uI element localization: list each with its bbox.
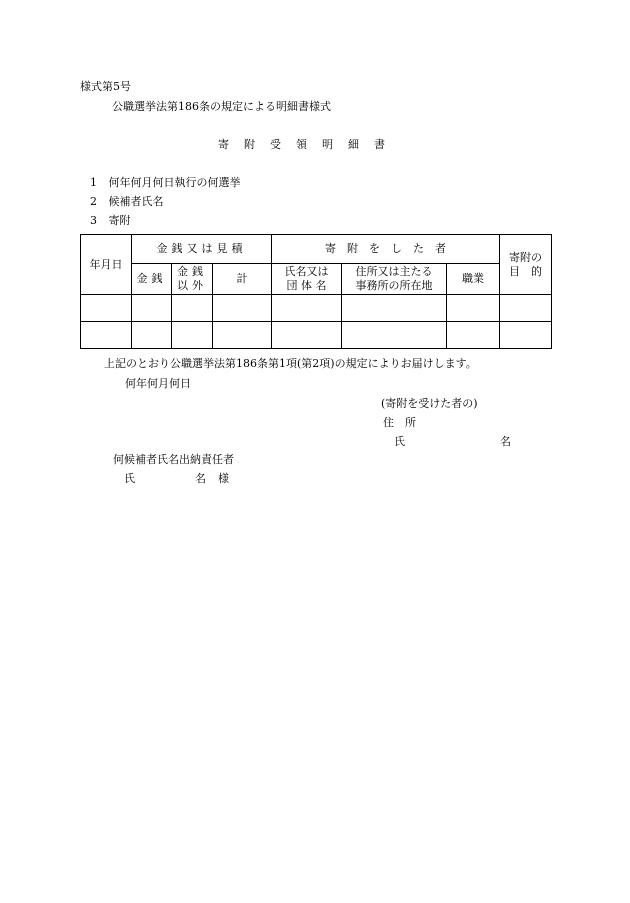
- form-subtitle: 公職選挙法第186条の規定による明細書様式: [112, 100, 331, 113]
- table-cell: [500, 322, 552, 349]
- table-cell: [132, 295, 172, 322]
- table-cell: [81, 322, 132, 349]
- purpose-header: [500, 235, 552, 295]
- recipient-label: (寄附を受けた者の): [381, 397, 478, 410]
- total-header: 計: [213, 264, 272, 295]
- item-text: 寄附: [108, 214, 131, 227]
- table-cell: [172, 322, 213, 349]
- table-cell: [213, 322, 272, 349]
- address-header: [342, 264, 447, 295]
- item-text: 何年何月何日執行の何選挙: [108, 176, 241, 189]
- address-line2: 事務所の所在地: [355, 279, 433, 292]
- item-number: 2: [90, 195, 97, 208]
- table-row: [81, 295, 552, 322]
- name-line2: 団 体 名: [286, 279, 327, 292]
- money-header: 金銭: [132, 264, 172, 295]
- subheader-row: [81, 264, 552, 295]
- occupation-header: 職業: [447, 264, 500, 295]
- table-cell: [447, 295, 500, 322]
- item-number: 1: [90, 176, 97, 189]
- purpose-header-line2: 目 的: [509, 264, 543, 278]
- list-item: [90, 214, 131, 227]
- name-header: [272, 264, 342, 295]
- date-header: 年月日: [81, 235, 132, 295]
- address-line1: 住所又は主たる: [355, 265, 433, 279]
- item-number: 3: [90, 214, 97, 227]
- non-money-line1: 金銭: [177, 265, 207, 279]
- table-cell: [81, 295, 132, 322]
- list-item: [90, 195, 164, 208]
- table-cell: [272, 295, 342, 322]
- table-cell: [213, 295, 272, 322]
- form-number: 様式第5号: [80, 80, 131, 93]
- table-cell: [132, 322, 172, 349]
- table-row: [81, 322, 552, 349]
- addressee-title: 何候補者氏名出納責任者: [113, 453, 234, 466]
- table-cell: [342, 322, 447, 349]
- item-text: 候補者氏名: [108, 195, 164, 208]
- table-cell: [447, 322, 500, 349]
- date-line: 何年何月何日: [125, 377, 191, 390]
- donor-group-header: 寄 附 を し た 者: [272, 235, 500, 264]
- donation-table: [80, 234, 552, 349]
- money-group-header: 金銭又は見積: [132, 235, 272, 264]
- recipient-name-label-left: 氏: [394, 435, 405, 448]
- header-row: [81, 235, 552, 264]
- addressee-name-right: 名: [195, 472, 206, 485]
- table-cell: [172, 295, 213, 322]
- statement-text: 上記のとおり公職選挙法第186条第1項(第2項)の規定によりお届けします。: [104, 357, 477, 370]
- non-money-header: [172, 264, 213, 295]
- non-money-line2: 以外: [177, 279, 207, 292]
- addressee-honorific: 様: [218, 472, 229, 485]
- recipient-name-label-right: 名: [500, 435, 511, 448]
- table-cell: [342, 295, 447, 322]
- recipient-address-label: 住 所: [383, 416, 416, 429]
- name-line1: 氏名又は: [284, 265, 329, 279]
- table-cell: [272, 322, 342, 349]
- addressee-name-left: 氏: [124, 472, 135, 485]
- purpose-header-line1: 寄附の: [509, 250, 543, 264]
- list-item: [90, 176, 241, 189]
- table-cell: [500, 295, 552, 322]
- document-title: 寄 附 受 領 明 細 書: [218, 138, 387, 151]
